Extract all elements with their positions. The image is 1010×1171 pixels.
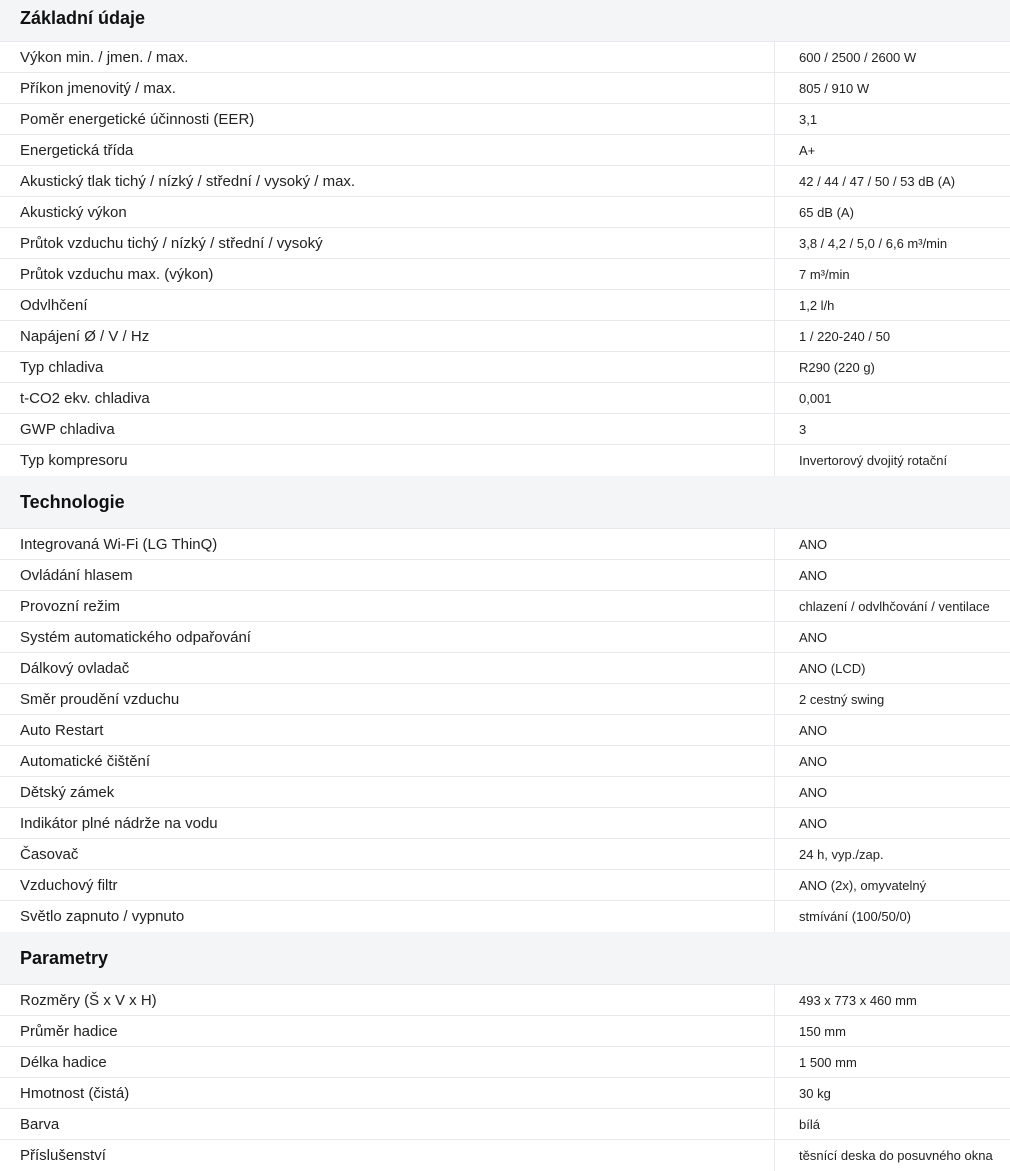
spec-label: Typ chladiva bbox=[0, 352, 775, 382]
spec-label: Napájení Ø / V / Hz bbox=[0, 321, 775, 351]
table-row bbox=[0, 839, 1010, 870]
spec-label: Integrovaná Wi-Fi (LG ThinQ) bbox=[0, 529, 775, 559]
spec-value: chlazení / odvlhčování / ventilace bbox=[799, 598, 990, 614]
spec-value: stmívání (100/50/0) bbox=[799, 909, 911, 924]
spec-label: Provozní režim bbox=[0, 591, 775, 621]
spec-value: těsnící deska do posuvného okna bbox=[799, 1148, 993, 1163]
spec-label: Vzduchový filtr bbox=[0, 870, 775, 900]
spec-label: Indikátor plné nádrže na vodu bbox=[0, 808, 775, 838]
spec-value: 30 kg bbox=[799, 1085, 831, 1101]
spec-label: Průtok vzduchu max. (výkon) bbox=[0, 259, 775, 289]
spec-value: 600 / 2500 / 2600 W bbox=[799, 49, 917, 65]
spec-label: Délka hadice bbox=[0, 1047, 775, 1077]
spec-value: 0,001 bbox=[799, 390, 832, 406]
spec-label: Akustický tlak tichý / nízký / střední / vysoký / max. bbox=[0, 166, 775, 196]
table-row bbox=[0, 901, 1010, 932]
table-row bbox=[0, 228, 1010, 259]
spec-value: 1 / 220-240 / 50 bbox=[799, 328, 891, 344]
spec-label: Akustický výkon bbox=[0, 197, 775, 227]
spec-label: Automatické čištění bbox=[0, 746, 775, 776]
spec-label: Rozměry (Š x V x H) bbox=[0, 985, 775, 1015]
table-row bbox=[0, 104, 1010, 135]
section-rows bbox=[0, 529, 1010, 932]
spec-value: 24 h, vyp./zap. bbox=[799, 846, 884, 862]
spec-value: 150 mm bbox=[799, 1023, 846, 1039]
spec-value: 2 cestný swing bbox=[799, 691, 885, 707]
spec-label: Příslušenství bbox=[0, 1140, 775, 1171]
spec-label: GWP chladiva bbox=[0, 414, 775, 444]
table-row bbox=[0, 259, 1010, 290]
table-row bbox=[0, 166, 1010, 197]
spec-value: Invertorový dvojitý rotační bbox=[799, 453, 948, 468]
spec-value: ANO bbox=[799, 536, 828, 552]
spec-value: bílá bbox=[799, 1116, 820, 1132]
spec-value: R290 (220 g) bbox=[799, 359, 875, 375]
table-row bbox=[0, 1078, 1010, 1109]
spec-label: Barva bbox=[0, 1109, 775, 1139]
table-row bbox=[0, 560, 1010, 591]
spec-value: ANO bbox=[799, 753, 828, 769]
spec-label: Dětský zámek bbox=[0, 777, 775, 807]
table-row bbox=[0, 529, 1010, 560]
spec-value: 42 / 44 / 47 / 50 / 53 dB (A) bbox=[799, 173, 956, 189]
spec-value: ANO (2x), omyvatelný bbox=[799, 877, 927, 893]
spec-label: Ovládání hlasem bbox=[0, 560, 775, 590]
table-row bbox=[0, 746, 1010, 777]
spec-value: 7 m³/min bbox=[799, 266, 850, 282]
table-row bbox=[0, 383, 1010, 414]
section-rows bbox=[0, 985, 1010, 1171]
spec-label: Energetická třída bbox=[0, 135, 775, 165]
table-row bbox=[0, 653, 1010, 684]
spec-label: Odvlhčení bbox=[0, 290, 775, 320]
spec-value: 1,2 l/h bbox=[799, 297, 835, 313]
spec-label: Časovač bbox=[0, 839, 775, 869]
spec-value: ANO bbox=[799, 784, 828, 800]
spec-label: Světlo zapnuto / vypnuto bbox=[0, 901, 775, 932]
spec-label: Průměr hadice bbox=[0, 1016, 775, 1046]
table-row bbox=[0, 321, 1010, 352]
table-row bbox=[0, 42, 1010, 73]
spec-label: Poměr energetické účinnosti (EER) bbox=[0, 104, 775, 134]
spec-value: 3,1 bbox=[799, 111, 818, 127]
table-row bbox=[0, 1140, 1010, 1171]
spec-value: ANO bbox=[799, 629, 828, 645]
section-header: Základní údaje bbox=[0, 0, 1010, 42]
section-header: Parametry bbox=[0, 932, 1010, 985]
spec-label: Průtok vzduchu tichý / nízký / střední / vysoký bbox=[0, 228, 775, 258]
table-row bbox=[0, 1047, 1010, 1078]
spec-label: Dálkový ovladač bbox=[0, 653, 775, 683]
table-row bbox=[0, 1109, 1010, 1140]
table-row bbox=[0, 352, 1010, 383]
spec-value: 3 bbox=[799, 421, 807, 437]
spec-label: Systém automatického odpařování bbox=[0, 622, 775, 652]
table-row bbox=[0, 622, 1010, 653]
spec-value: 3,8 / 4,2 / 5,0 / 6,6 m³/min bbox=[799, 235, 948, 251]
spec-label: Výkon min. / jmen. / max. bbox=[0, 42, 775, 72]
table-row bbox=[0, 985, 1010, 1016]
spec-value: 493 x 773 x 460 mm bbox=[799, 992, 917, 1008]
section-header: Technologie bbox=[0, 476, 1010, 529]
spec-label: Směr proudění vzduchu bbox=[0, 684, 775, 714]
spec-label: Typ kompresoru bbox=[0, 445, 775, 476]
spec-value: 65 dB (A) bbox=[799, 204, 854, 220]
table-row bbox=[0, 808, 1010, 839]
spec-value: 1 500 mm bbox=[799, 1054, 857, 1070]
table-row bbox=[0, 290, 1010, 321]
spec-label: t-CO2 ekv. chladiva bbox=[0, 383, 775, 413]
spec-value: ANO bbox=[799, 815, 828, 831]
table-row bbox=[0, 135, 1010, 166]
section-rows bbox=[0, 42, 1010, 476]
table-row bbox=[0, 870, 1010, 901]
spec-label: Příkon jmenovitý / max. bbox=[0, 73, 775, 103]
spec-label: Auto Restart bbox=[0, 715, 775, 745]
table-row bbox=[0, 777, 1010, 808]
spec-value: 805 / 910 W bbox=[799, 80, 870, 96]
spec-value: A+ bbox=[799, 142, 816, 158]
spec-value: ANO bbox=[799, 722, 828, 738]
table-row bbox=[0, 1016, 1010, 1047]
table-row bbox=[0, 684, 1010, 715]
spec-label: Hmotnost (čistá) bbox=[0, 1078, 775, 1108]
table-row bbox=[0, 197, 1010, 228]
table-row bbox=[0, 414, 1010, 445]
table-row bbox=[0, 715, 1010, 746]
spec-value: ANO bbox=[799, 567, 828, 583]
table-row bbox=[0, 591, 1010, 622]
table-row bbox=[0, 445, 1010, 476]
spec-value: ANO (LCD) bbox=[799, 660, 866, 676]
table-row bbox=[0, 73, 1010, 104]
